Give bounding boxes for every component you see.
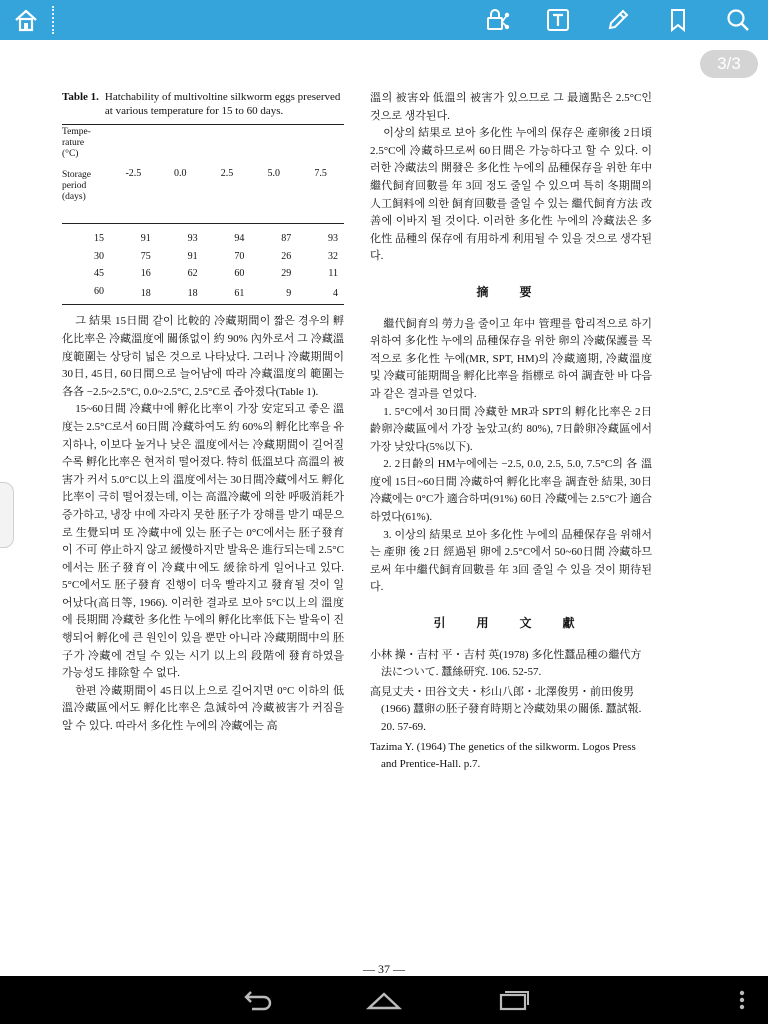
period-cell: 30 — [94, 250, 104, 262]
corner-line: rature — [62, 138, 85, 148]
value-cell: 11 — [328, 268, 338, 280]
value-cell: 75 — [140, 250, 151, 262]
home-nav-icon[interactable] — [360, 984, 408, 1016]
summary-item: 1. 5°C에서 30日間 冷藏한 MR과 SPT의 孵化比率은 2日齡卵冷藏區에서 가장 높았고(約 80%), 7日齡卵冷藏區에서 가장 낮았다(5%以下). — [370, 405, 652, 453]
value-cell: 16 — [140, 268, 151, 280]
table-row — [62, 224, 344, 248]
column-header: 2.5 — [220, 168, 234, 180]
table-row — [62, 283, 344, 305]
document-page[interactable] — [0, 40, 768, 976]
value-cell: 26 — [281, 250, 292, 262]
share-icon[interactable] — [480, 4, 516, 36]
corner-line: Tempe- — [62, 127, 91, 137]
hatchability-table — [62, 124, 344, 305]
table-row — [62, 265, 344, 283]
pen-icon[interactable] — [600, 4, 636, 36]
corner-line: period — [62, 181, 87, 191]
table-label: Table 1. — [62, 91, 99, 103]
period-cell: 60 — [94, 285, 104, 297]
summary-item: 2. 2日齡의 HM누에에는 −2.5, 0.0, 2.5, 5.0, 7.5°C의 各 溫度에 15日~60日間 冷藏하여 孵化比率을 調査한 結果, 30日 冷藏에는 0°C가 適合하며(91%) 60日 冷藏에는 2.5°C가 適合하였다(61%). — [370, 458, 652, 524]
table-header-row — [62, 125, 344, 224]
summary-item: 3. 이상의 結果로 보아 多化性 누에의 品種保存을 위해서는 產卵 後 2日 經過된 卵에 2.5°C에서 50~60日間 冷藏하므로써 年中繼代飼育回數를 年 3回 줄일 수 있을 것이 期待된다. — [370, 528, 652, 594]
references-heading: 引 用 文 獻 — [433, 616, 589, 631]
system-nav-bar — [0, 976, 768, 1024]
body-paragraph: 그 結果 15日間 같이 比較的 冷藏期間이 짧은 경우의 孵化比率은 冷藏溫度에 關係없이 約 90% 內外로서 그 冷藏溫度範圍는 상당히 넓은 것으로 나타났다. 그러나 冷藏期間이 30日, 45日, 60日間으로 늘어남에 따라 冷藏溫度의 範圍는 各各 −2.5~2.5°C, 0.0~2.5°C, 2.5°C로 좁아졌다(Table 1). — [62, 315, 344, 398]
value-cell: 91 — [187, 250, 198, 262]
left-column — [62, 90, 344, 736]
value-cell: 60 — [234, 268, 245, 280]
right-column — [370, 90, 652, 776]
page-indicator: 3/3 — [700, 50, 758, 78]
period-cell: 15 — [94, 233, 104, 244]
value-cell: 9 — [286, 287, 292, 299]
value-cell: 18 — [187, 287, 198, 299]
value-cell: 93 — [328, 233, 338, 244]
table-caption — [62, 90, 344, 118]
value-cell: 61 — [234, 287, 245, 299]
overflow-menu-icon[interactable] — [718, 984, 766, 1016]
column-header: 7.5 — [314, 168, 327, 180]
body-paragraph: 이상의 結果로 보아 多化性 누에의 保存은 產卵後 2日頃 2.5°C에 冷藏하므로써 60日間은 가능하다고 할 수 있다. 이러한 冷藏法의 開發은 多化性 누에의 品種保存을 위한 年中繼代飼育回數를 年 3回 정도 줄일 수 있으며 특히 冬期間의 人工飼料에 의한 飼育回數를 줄일 수 있는 繼代飼育方法 改善에 이바지 될 것이다. 이러한 多化性 누에의 冷藏法은 多化性 品種의 保存에 有用하게 利用될 수 있을 것으로 생각된다. — [370, 127, 652, 263]
value-cell: 4 — [333, 287, 338, 299]
value-cell: 87 — [281, 233, 292, 244]
table-row — [62, 248, 344, 266]
summary-intro: 繼代飼育의 勞力을 줄이고 年中 管理를 합리적으로 하기 위하여 多化性 누에의 品種保存을 위한 卵의 冷藏保護를 목적으로 多化性 누에(MR, SPT, HM)의 冷藏適期, 冷藏溫度 및 冷藏可能期間을 孵化比率을 指標로 하여 調査한 바 다음과 같은 결과를 얻었다. — [370, 317, 652, 400]
body-paragraph: 15~60日間 冷藏中에 孵化比率이 가장 安定되고 좋은 溫度는 2.5°C로서 60日間 冷藏하여도 約 60%의 孵化比率을 유지하나, 이보다 높거나 낮은 溫度에서는 冷藏期間이 길어질수록 孵化比率은 현저히 떨어졌다. 特히 低溫보다 高溫의 被害가 커서 5.0°C以上의 溫度에서는 30日間冷藏에서도 孵化比率이 극히 떨어졌는데, 이는 高溫冷藏에 의한 呼吸消耗가 증가하고, 냉장 中에 자라지 못한 胚子가 장해를 받기 때문으로 生覺되며 또 冷藏中에 있는 胚子는 0°C에서는 胚子發育이 不可 停止하지 않고 緩慢하지만 발육은 進行되는데 2.5°C에서는 胚子發育이 冷藏中에도 緩徐하게 일어나고 있다. 5°C에서도 胚子發育 진행이 더욱 빨라지고 發育될 것이 일어났다(高日等, 1966). 이러한 결과로 보아 5°C以上의 溫度에 長期間 冷藏한 多化性 누에의 孵化比率低下는 발육이 진행되어 孵化에 큰 원인이 있을 뿐만 아니라 冷藏期間中의 胚子가 冷藏에 견딜 수 있는 시기 以上의 段階에 發育하였을 가능성도 排除할 수 없다. — [62, 403, 344, 680]
value-cell: 62 — [187, 268, 198, 280]
recents-icon[interactable] — [488, 984, 536, 1016]
corner-line: Storage — [62, 170, 92, 180]
side-drawer-handle[interactable] — [0, 482, 14, 548]
body-paragraph: 溫의 被害와 低溫의 被害가 있으므로 그 最適點은 2.5°C인 것으로 생각된다. — [370, 92, 652, 122]
column-header: 5.0 — [267, 168, 281, 180]
back-icon[interactable] — [232, 984, 280, 1016]
value-cell: 18 — [140, 287, 151, 299]
search-icon[interactable] — [720, 4, 756, 36]
bookmark-icon[interactable] — [660, 4, 696, 36]
reference-item: 高見丈夫・田谷文夫・杉山八郎・北澤俊男・前田俊男(1966) 蠶卵の胚子發育時期と冷藏効果の關係. 蠶試報. 20. 57-69. — [370, 685, 642, 733]
value-cell: 29 — [281, 268, 292, 280]
value-cell: 94 — [234, 233, 245, 244]
corner-line: (°C) — [62, 149, 79, 159]
value-cell: 32 — [328, 250, 338, 262]
reference-item: Tazima Y. (1964) The genetics of the silkworm. Logos Press and Prentice-Hall. p.7. — [370, 740, 636, 771]
table-caption-text: Hatchability of multivoltine silkworm eggs preserved at various temperature for 15 to 60 days. — [104, 91, 341, 117]
summary-heading: 摘 要 — [476, 284, 546, 299]
period-cell: 45 — [94, 268, 104, 280]
value-cell: 93 — [187, 233, 198, 244]
value-cell: 91 — [140, 233, 151, 244]
corner-line: (days) — [62, 192, 86, 202]
reference-item: 小林 操・吉村 平・吉村 英(1978) 多化性蠶品種の繼代方法について. 蠶絲研究. 106. 52-57. — [370, 648, 642, 679]
page-number: — 37 — — [363, 962, 405, 976]
value-cell: 70 — [234, 250, 245, 262]
body-paragraph: 한편 冷藏期間이 45日以上으로 길어지면 0°C 이하의 低溫冷藏區에서도 孵化比率은 急減하여 冷藏被害가 커짐을 알 수 있다. 따라서 多化性 누에의 冷藏에는 高 — [62, 684, 344, 733]
toolbar-divider — [52, 6, 54, 34]
column-header: -2.5 — [125, 168, 142, 180]
app-toolbar — [0, 0, 768, 40]
text-tool-icon[interactable] — [540, 4, 576, 36]
table-corner-header — [62, 125, 110, 224]
column-header: 0.0 — [173, 168, 187, 180]
home-icon[interactable] — [8, 4, 44, 36]
